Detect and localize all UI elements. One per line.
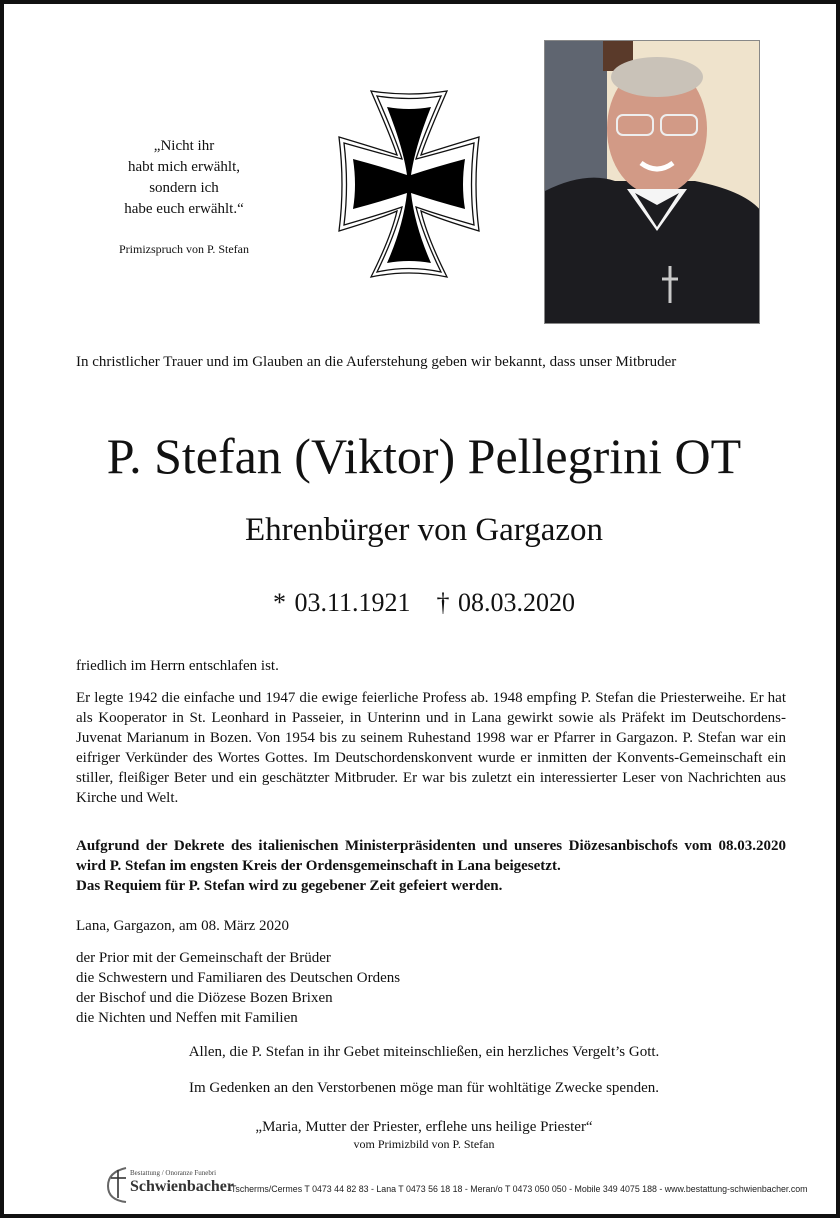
- quote-source: Primizspruch von P. Stefan: [119, 242, 249, 256]
- deceased-title: Ehrenbürger von Gargazon: [245, 512, 603, 548]
- intro-text: In christlicher Trauer und im Glauben an die Auferstehung geben wir bekannt, dass unser Mitbruder: [76, 354, 677, 370]
- deceased-name: P. Stefan (Viktor) Pellegrini OT: [106, 428, 742, 484]
- mourner: die Nichten und Neffen mit Familien: [76, 1010, 298, 1026]
- quote-line: „Nicht ihr: [153, 138, 215, 154]
- notice-line: Das Requiem für P. Stefan wird zu gegebener Zeit gefeiert werden.: [76, 878, 503, 894]
- teutonic-cross-icon: [335, 87, 483, 279]
- place-date: Lana, Gargazon, am 08. März 2020: [76, 918, 289, 934]
- birth-date: * 03.11.1921: [272, 588, 411, 617]
- motto-quote: „Maria, Mutter der Priester, erflehe uns heilige Priester“: [255, 1119, 593, 1135]
- quote-line: sondern ich: [149, 180, 219, 196]
- burial-notice: [76, 836, 786, 896]
- logo-cross-icon: [104, 1164, 130, 1204]
- donation-text: Im Gedenken an den Verstorbenen möge man für wohltätige Zwecke spenden.: [189, 1080, 659, 1096]
- motto-source: vom Primizbild von P. Stefan: [353, 1137, 495, 1151]
- funeral-home-logo: [104, 1164, 234, 1204]
- mourner: der Bischof und die Diözese Bozen Brixen: [76, 990, 333, 1006]
- portrait-photo: [544, 40, 760, 324]
- logo-subtitle: Bestattung / Onoranze Funebri: [130, 1169, 217, 1177]
- notice-line: Aufgrund der Dekrete des italienischen Ministerpräsidenten und unseres Diözesanbischofs vom 08.03.2020 wird P. Stefan im engsten Kreis der Ordensgemeinschaft in Lana beigesetzt.: [76, 838, 786, 874]
- biography: Er legte 1942 die einfache und 1947 die ewige feierliche Profess ab. 1948 empfing P. Stefan die Priesterweihe. Er hat als Kooperator in St. Leonhard in Passeier, in Unterinn und in Lana gewirkt sowie als Präfekt im Deutschordens-Juvenat Marianum in Bozen. Von 1954 bis zu seinem Ruhestand 1998 war er Pfarrer in Gargazon. P. Stefan war ein eifriger Verkünder des Wortes Gottes. Im Deutschordenskonvent wurde er inmitten der Konvents-Gemeinschaft ein stiller, fleißiger Beter und ein geschätzter Mitbruder. Er war bis zuletzt ein interessierter Leser von Nachrichten aus Kirche und Welt.: [76, 690, 786, 806]
- life-dates: [44, 588, 804, 618]
- lead-text: friedlich im Herrn entschlafen ist.: [76, 658, 279, 674]
- thanks-text: Allen, die P. Stefan in ihr Gebet miteinschließen, ein herzliches Vergelt’s Gott.: [188, 1044, 660, 1060]
- logo-name: Schwienbacher: [130, 1178, 234, 1195]
- mourner: die Schwestern und Familiaren des Deutschen Ordens: [76, 970, 401, 986]
- quote-line: habe euch erwählt.“: [124, 201, 244, 217]
- funeral-home-footer: [104, 1164, 808, 1204]
- death-date: † 08.03.2020: [436, 588, 576, 617]
- quote-line: habt mich erwählt,: [127, 159, 241, 175]
- contact-info: Tscherms/Cermes T 0473 44 82 83 - Lana T 0473 56 18 18 - Meran/o T 0473 050 050 - Mobile 349 4075 188 - www.bestattung-schwienbacher.com: [231, 1184, 808, 1195]
- mourners-list: [76, 948, 576, 1028]
- mourner: der Prior mit der Gemeinschaft der Brüder: [76, 950, 331, 966]
- primiz-quote: [64, 136, 304, 220]
